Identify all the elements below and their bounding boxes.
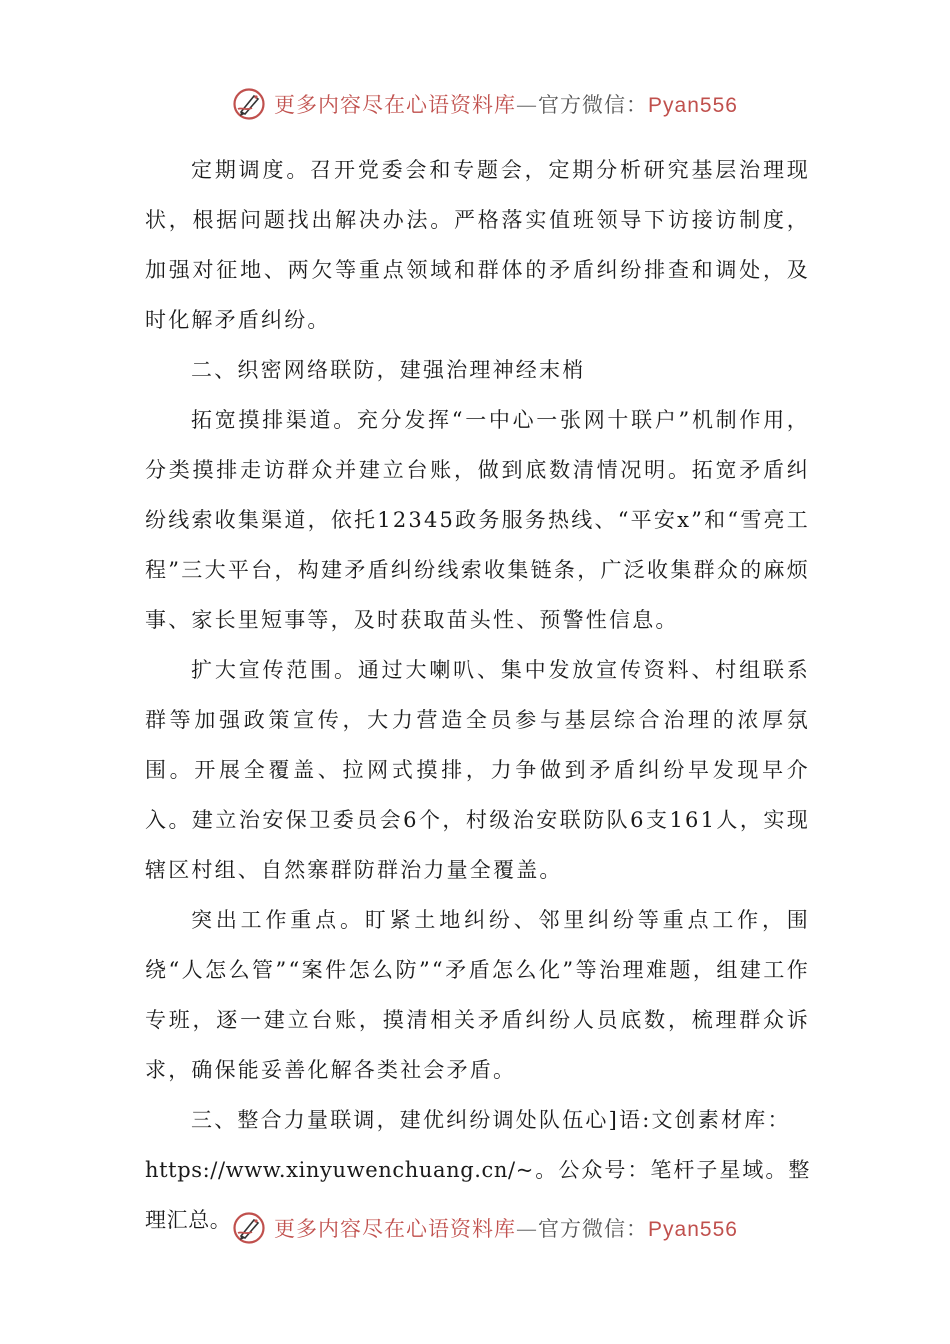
footer-wechat-label: 官方微信： (538, 1217, 649, 1241)
header-wechat-id: Pyan556 (648, 94, 738, 117)
paragraph-key-work: 突出工作重点。盯紧土地纠纷、邻里纠纷等重点工作，围绕“人怎么管”“案件怎么防”“矛盾怎么化”等治理难题，组建工作专班，逐一建立台账，摸清相关矛盾纠纷人员底数，梳理群众诉求，确保能妥善化解各类社会矛盾。 (145, 908, 810, 1082)
paragraph-scheduling: 定期调度。召开党委会和专题会，定期分析研究基层治理现状，根据问题找出解决办法。严格落实值班领导下访接访制度，加强对征地、两欠等重点领域和群体的矛盾纠纷排查和调处，及时化解矛盾纠纷。 (145, 158, 810, 332)
header-separator: — (516, 93, 539, 117)
pen-logo-icon (232, 1211, 266, 1245)
footer-banner (0, 1208, 950, 1248)
header-banner-inner (232, 87, 738, 121)
footer-banner-inner (232, 1211, 738, 1245)
header-banner-text (274, 89, 738, 119)
footer-separator: — (516, 1217, 539, 1241)
paragraph-publicity: 扩大宣传范围。通过大喇叭、集中发放宣传资料、村组联系群等加强政策宣传，大力营造全员参与基层综合治理的浓厚氛围。开展全覆盖、拉网式摸排，力争做到矛盾纠纷早发现早介入。建立治安保卫委员会6个，村级治安联防队6支161人，实现辖区村组、自然寨群防群治力量全覆盖。 (145, 658, 810, 882)
footer-wechat-id: Pyan556 (648, 1218, 738, 1241)
header-wechat-label: 官方微信： (538, 93, 649, 117)
section-heading-3: 三、整合力量联调，建优纠纷调处队伍心]语:文创素材库： (191, 1108, 791, 1132)
footer-brand-text: 更多内容尽在心语资料库 (274, 1217, 517, 1241)
header-banner (0, 84, 950, 124)
footer-banner-text (274, 1213, 738, 1243)
header-brand-text: 更多内容尽在心语资料库 (274, 93, 517, 117)
section-heading-2: 二、织密网络联防，建强治理神经末梢 (191, 358, 586, 382)
document-body (145, 145, 810, 1245)
source-url-line: https://www.xinyuwenchuang.cn/~。公众号：笔杆子星域。整理汇总。 (145, 1158, 810, 1232)
pen-logo-icon (232, 87, 266, 121)
paragraph-investigation-channels: 拓宽摸排渠道。充分发挥“一中心一张网十联户”机制作用，分类摸排走访群众并建立台账，做到底数清情况明。拓宽矛盾纠纷线索收集渠道，依托12345政务服务热线、“平安x”和“雪亮工程”三大平台，构建矛盾纠纷线索收集链条，广泛收集群众的麻烦事、家长里短事等，及时获取苗头性、预警性信息。 (145, 408, 810, 632)
